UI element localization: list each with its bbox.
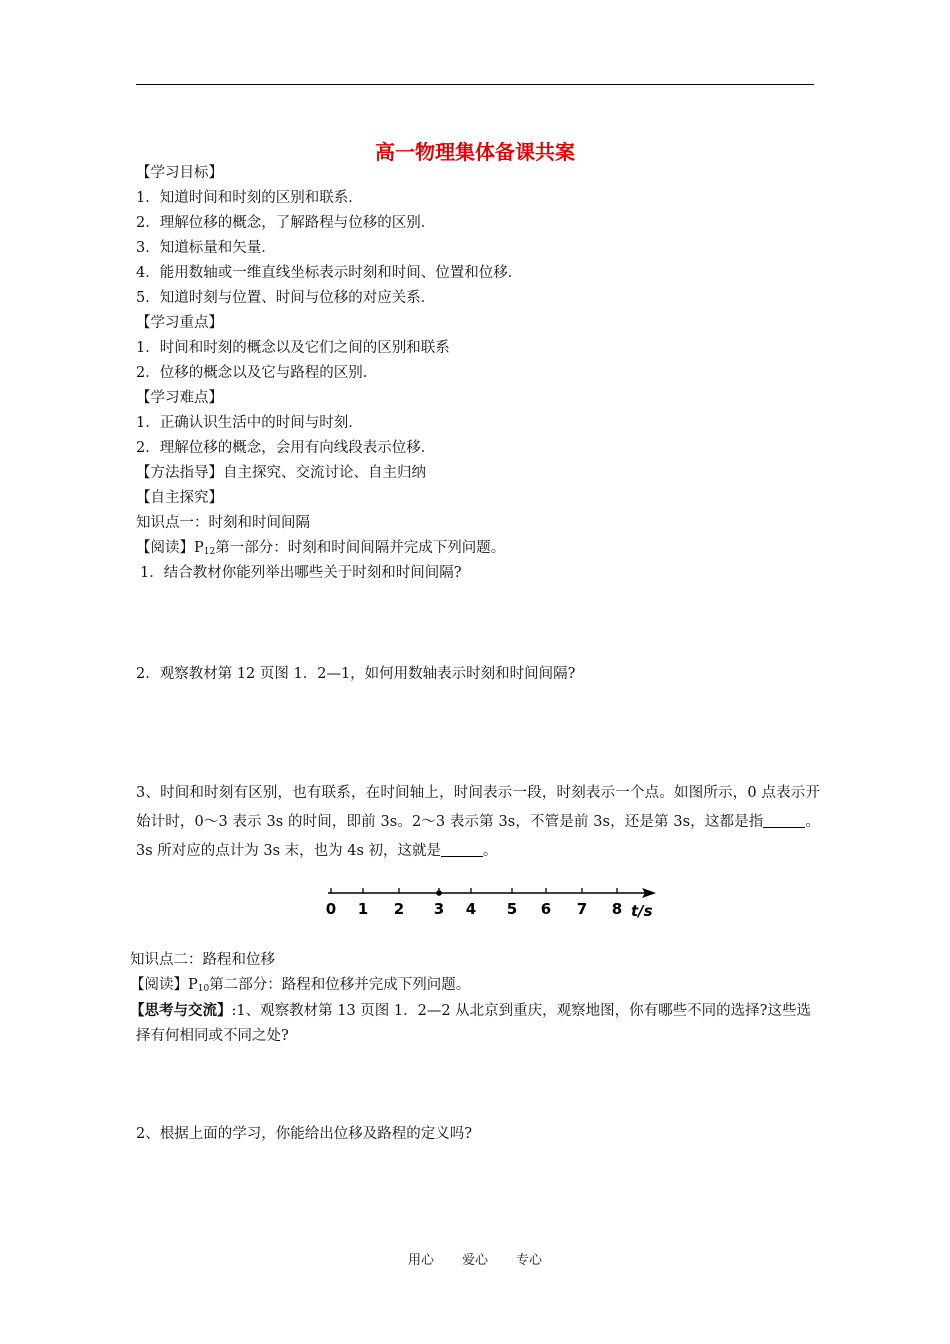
goal-item: 1．知道时间和时刻的区别和联系．: [136, 190, 363, 206]
axis-tick-label: 8: [611, 900, 623, 918]
kp1-question-2: 2．观察教材第 12 页图 1．2—1，如何用数轴表示时刻和时间间隔?: [136, 666, 576, 682]
time-axis-figure: [318, 878, 668, 926]
axis-tick-label: 1: [357, 900, 369, 918]
axis-tick-label: 6: [540, 900, 552, 918]
kp1-reading-suffix: 第一部分：时刻和时间间隔并完成下列问题。: [215, 540, 506, 556]
self-study-heading: 【自主探究】: [136, 490, 223, 506]
kp2-reading-suffix: 第二部分：路程和位移并完成下列问题。: [209, 977, 471, 993]
answer-blank[interactable]: [763, 813, 805, 828]
kp2-reading-prefix: 【阅读】P: [130, 977, 198, 993]
goals-heading: 【学习目标】: [136, 165, 223, 181]
kp1-question-3: [136, 779, 820, 866]
difficulty-item: 2．理解位移的概念，会用有向线段表示位移．: [136, 440, 436, 456]
axis-tick-label: 3: [433, 900, 445, 918]
kp2-reading-page: 10: [197, 984, 210, 994]
kp1-q3-text-3: 。: [483, 843, 498, 859]
axis-tick-label: 5: [506, 900, 518, 918]
kp1-question-1: 1．结合教材你能列举出哪些关于时刻和时间间隔?: [140, 565, 462, 581]
header-rule: [136, 84, 814, 85]
kp1-q3-text-2: 。3s 所对应的点计为 3s 末，也为 4s 初，这就是: [136, 814, 820, 859]
axis-tick-label: 4: [465, 900, 477, 918]
kp1-heading: 知识点一：时刻和时间间隔: [136, 515, 310, 531]
kp1-reading: [136, 539, 505, 557]
page-footer: [0, 1249, 950, 1268]
goal-item: 5．知道时刻与位置、时间与位移的对应关系．: [136, 290, 436, 306]
kp1-reading-page: 12: [203, 547, 216, 557]
think-text: :1、观察教材第 13 页图 1．2—2 从北京到重庆，观察地图，你有哪些不同的选择?这些选择有何相同或不同之处?: [136, 1003, 811, 1044]
difficulty-item: 1．正确认识生活中的时间与时刻．: [136, 415, 363, 431]
answer-blank[interactable]: [441, 842, 483, 857]
footer-word: 专心: [516, 1253, 543, 1268]
kp2-heading: 知识点二：路程和位移: [130, 952, 275, 968]
kp1-q3-text-1: 3、时间和时刻有区别，也有联系，在时间轴上，时间表示一段，时刻表示一个点。如图所示，0 点表示开始计时，0～3 表示 3s 的时间，即前 3s。2～3 表示第 3s，不管是前 3s，还是第 3s，这都是指: [136, 785, 820, 830]
method-guidance: 【方法指导】自主探究、交流讨论、自主归纳: [136, 465, 426, 481]
time-point-marker: [436, 890, 442, 896]
kp2-reading: [130, 976, 470, 994]
key-points-heading: 【学习重点】: [136, 315, 223, 331]
kp1-reading-prefix: 【阅读】P: [136, 540, 204, 556]
kp2-question-2: 2、根据上面的学习，你能给出位移及路程的定义吗?: [136, 1126, 472, 1142]
think-label: 【思考与交流】: [130, 1002, 232, 1019]
key-point-item: 2．位移的概念以及它与路程的区别．: [136, 365, 378, 381]
goal-item: 2．理解位移的概念，了解路程与位移的区别．: [136, 215, 436, 231]
key-point-item: 1．时间和时刻的概念以及它们之间的区别和联系: [136, 340, 450, 356]
goal-item: 4．能用数轴或一维直线坐标表示时刻和时间、位置和位移．: [136, 265, 523, 281]
footer-word: 爱心: [461, 1253, 488, 1268]
page-title: 高一物理集体备课共案: [375, 140, 575, 164]
axis-tick-label: 2: [393, 900, 405, 918]
footer-word: 用心: [407, 1253, 434, 1268]
goal-item: 3．知道标量和矢量．: [136, 240, 276, 256]
kp2-think-exchange: [130, 998, 820, 1049]
axis-tick-label: 7: [576, 900, 588, 918]
difficulties-heading: 【学习难点】: [136, 390, 223, 406]
axis-tick-label: 0: [325, 900, 337, 918]
axis-label: t/s: [631, 902, 653, 920]
